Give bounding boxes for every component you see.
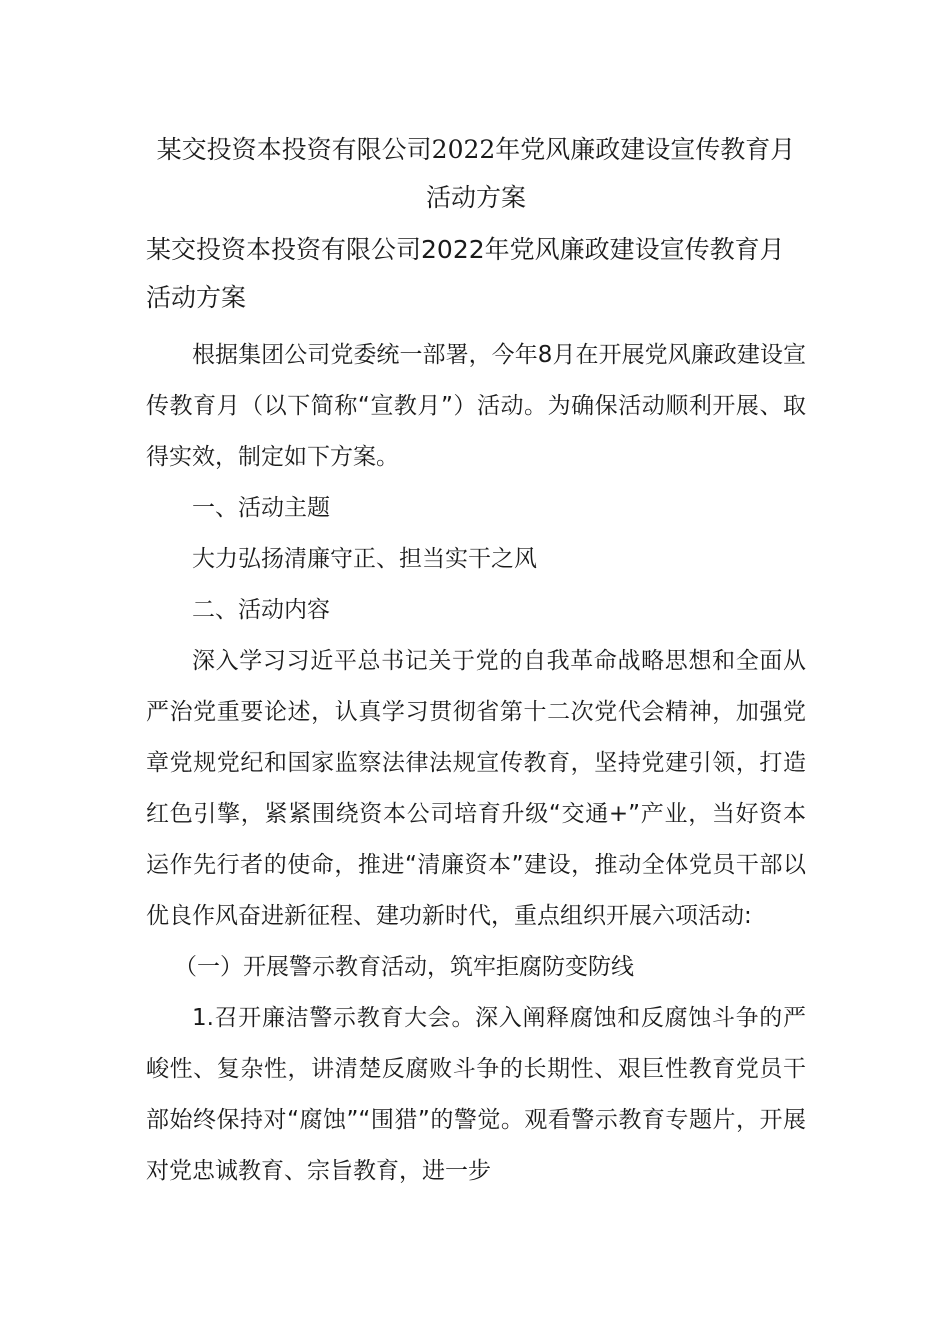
title-line-1: 某交投资本投资有限公司2022年党风廉政建设宣传教育月: [156, 135, 796, 164]
section-2-heading: 二、活动内容: [192, 597, 330, 623]
document-page: [146, 126, 806, 1197]
title-line-2: 活动方案: [425, 183, 526, 212]
repeated-title: 某交投资本投资有限公司2022年党风廉政建设宣传教育月活动方案: [146, 235, 785, 312]
intro-paragraph: 根据集团公司党委统一部署，今年8月在开展党风廉政建设宣传教育月（以下简称“宣教月”）活动。为确保活动顺利开展、取得实效，制定如下方案。: [146, 342, 806, 470]
document-title: [146, 126, 806, 222]
item-1-body: 1.召开廉洁警示教育大会。深入阐释腐蚀和反腐蚀斗争的严峻性、复杂性，讲清楚反腐败斗争的长期性、艰巨性教育党员干部始终保持对“腐蚀”“围猎”的警觉。观看警示教育专题片，开展对党忠诚教育、宗旨教育，进一步: [146, 1005, 806, 1184]
section-1-body: 大力弘扬清廉守正、担当实干之风: [192, 546, 537, 572]
section-1-heading: 一、活动主题: [192, 495, 330, 521]
section-2-body: 深入学习习近平总书记关于党的自我革命战略思想和全面从严治党重要论述，认真学习贯彻省第十二次党代会精神，加强党章党规党纪和国家监察法律法规宣传教育，坚持党建引领，打造红色引擎，紧紧围绕资本公司培育升级“交通+”产业，当好资本运作先行者的使命，推进“清廉资本”建设，推动全体党员干部以优良作风奋进新征程、建功新时代，重点组织开展六项活动:: [146, 648, 806, 929]
subsection-1-heading: （一）开展警示教育活动，筑牢拒腐防变防线: [174, 954, 634, 980]
